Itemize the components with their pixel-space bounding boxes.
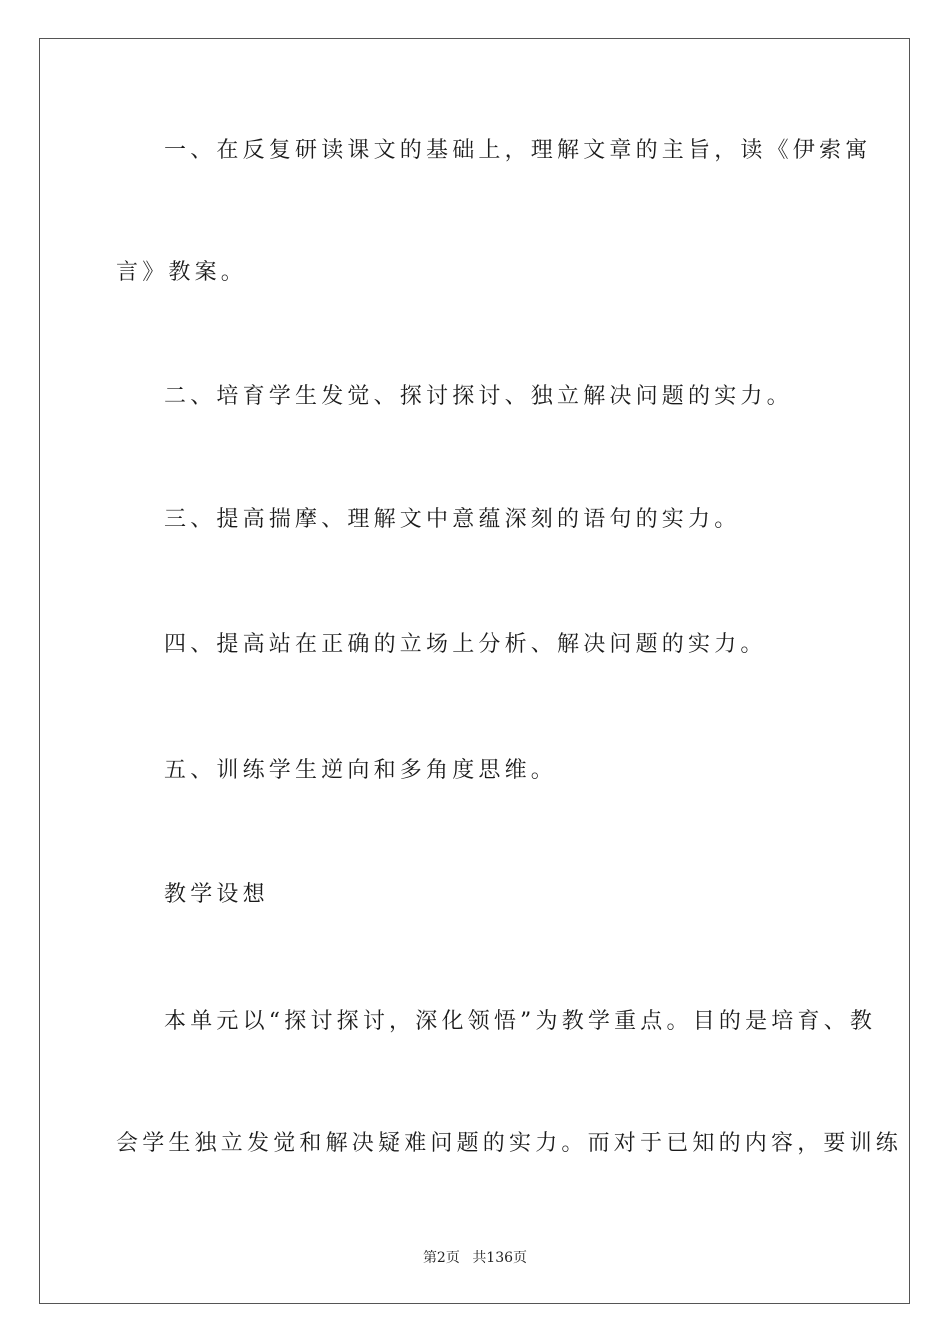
objective-4: 四、提高站在正确的立场上分析、解决问题的实力。 (164, 632, 767, 657)
objective-1-line-1: 一、在反复研读课文的基础上，理解文章的主旨，读《伊索寓 (164, 138, 872, 163)
total-pages: 共136页 (472, 1250, 528, 1266)
paragraph-line-1: 本单元以“探讨探讨，深化领悟”为教学重点。目的是培育、教 (164, 1009, 877, 1034)
page-footer (0, 1248, 950, 1268)
objective-1-line-2: 言》教案。 (116, 260, 248, 285)
page-border (39, 38, 910, 1304)
section-heading-teaching-idea: 教学设想 (164, 882, 269, 907)
objective-5: 五、训练学生逆向和多角度思维。 (164, 758, 558, 783)
objective-3: 三、提高揣摩、理解文中意蕴深刻的语句的实力。 (164, 507, 741, 532)
objective-2: 二、培育学生发觉、探讨探讨、独立解决问题的实力。 (164, 384, 793, 409)
paragraph-line-2: 会学生独立发觉和解决疑难问题的实力。而对于已知的内容，要训练 (116, 1131, 903, 1156)
page-number: 第2页 (422, 1250, 460, 1266)
